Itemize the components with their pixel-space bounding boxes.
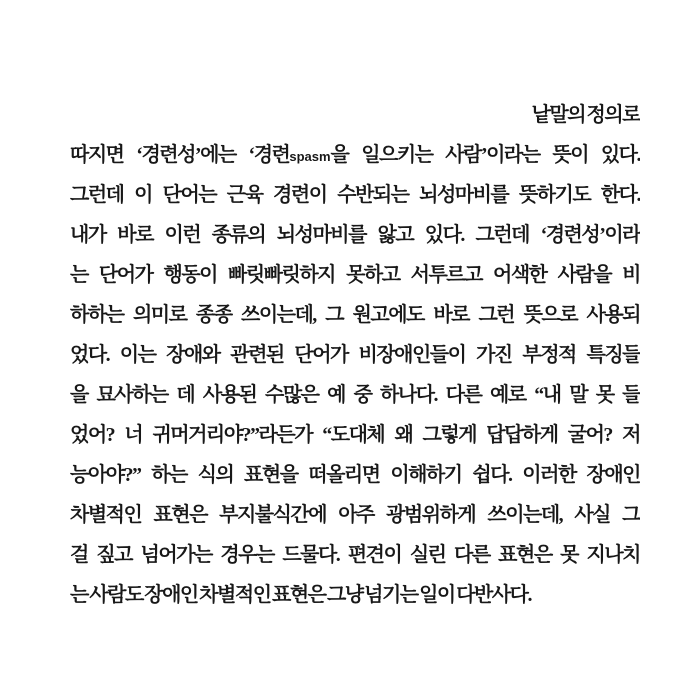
text-line: 그런데 이 단어는 근육 경련이 수반되는 뇌성마비를 뜻하기도 한다. [70,184,640,206]
body-text-block [70,95,640,615]
text-line [70,135,640,175]
text-line: 하하는 의미로 종종 쓰이는데, 그 원고에도 바로 그런 뜻으로 사용되 [70,304,640,326]
text-line: 었어? 너 귀머거리야?”라든가 “도대체 왜 그렇게 답답하게 굴어? 저 [70,424,640,446]
text-line: 능아야?” 하는 식의 표현을 떠올리면 이해하기 쉽다. 이러한 장애인 [70,464,640,486]
latin-gloss-spasm: spasm [289,149,331,164]
text-line: 내가 바로 이런 종류의 뇌성마비를 앓고 있다. 그런데 ‘경련성’이라 [70,224,640,246]
text-line: 낱말의 정의로 [531,104,640,126]
text-line: 는 사람도 장애인 차별적인 표현은 그냥 넘기는 일이 다반사다. [70,584,531,606]
text-segment: 을 일으키는 사람’이라는 뜻이 있다. [330,144,640,166]
text-segment: 따지면 ‘경련성’에는 ‘경련 [70,144,290,166]
text-line: 걸 짚고 넘어가는 경우는 드물다. 편견이 실린 다른 표현은 못 지나치 [70,544,640,566]
text-line: 을 묘사하는 데 사용된 수많은 예 중 하나다. 다른 예로 “내 말 못 들 [70,384,640,406]
text-line: 차별적인 표현은 부지불식간에 아주 광범위하게 쓰이는데, 사실 그 [70,504,640,526]
text-line: 었다. 이는 장애와 관련된 단어가 비장애인들이 가진 부정적 특징들 [70,344,640,366]
text-line: 는 단어가 행동이 빠릿빠릿하지 못하고 서투르고 어색한 사람을 비 [70,264,640,286]
